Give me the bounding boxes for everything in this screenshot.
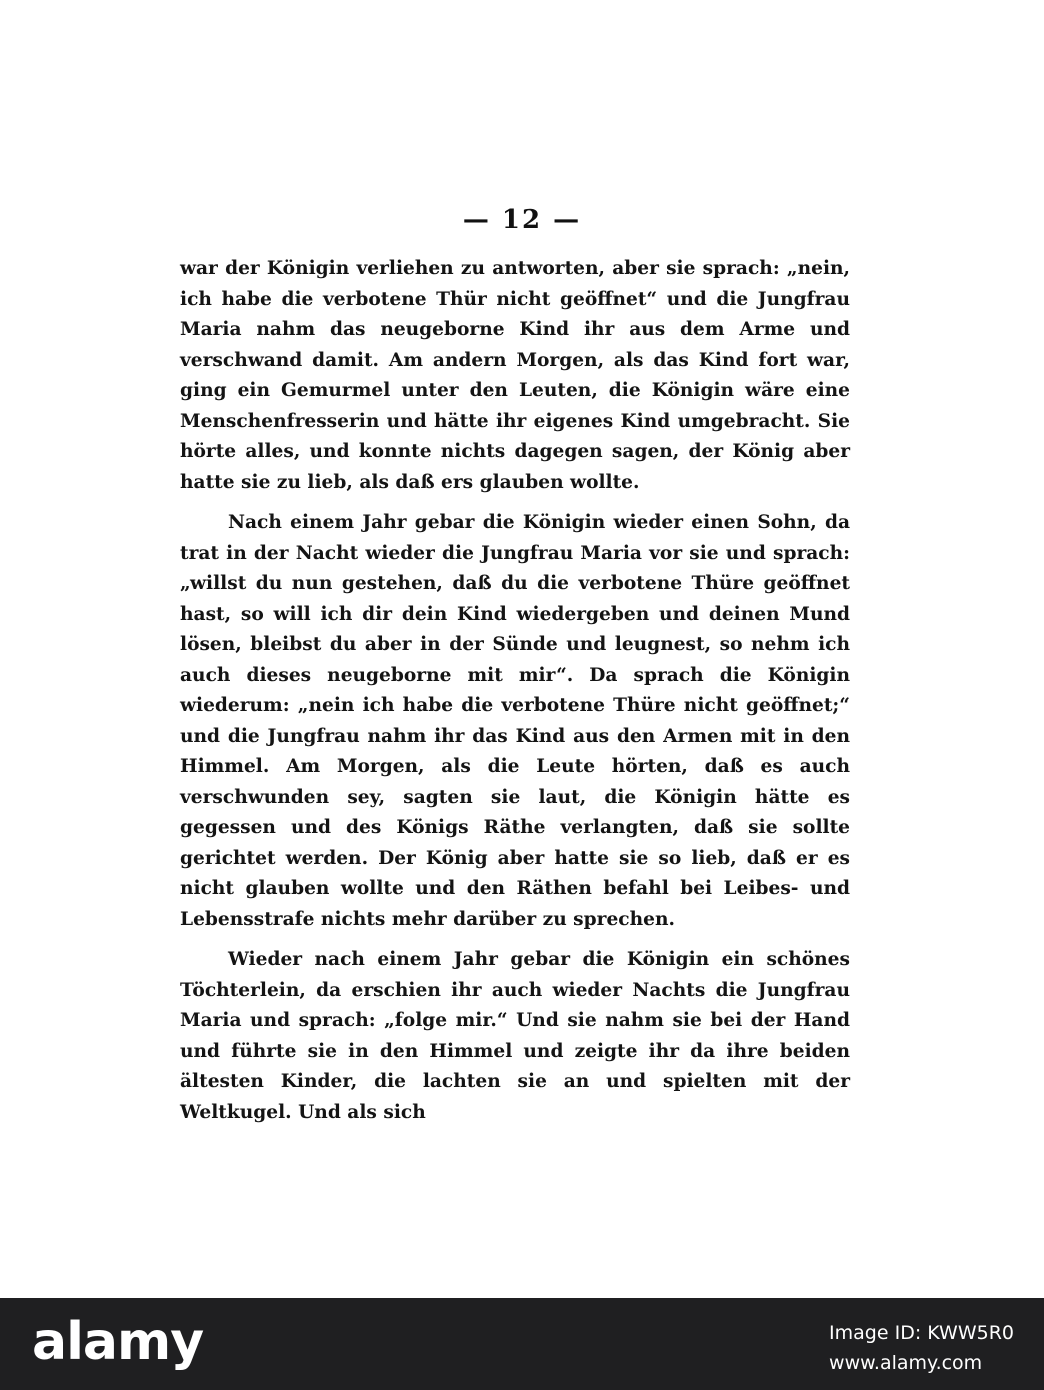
alamy-logo: alamy — [32, 1312, 204, 1372]
paragraph: war der Königin verliehen zu antworten, aber sie sprach: „nein, ich habe die verbotene Thür nicht geöffnet“ und die Jungfrau Maria nahm das neugeborne Kind ihr aus dem Arme und verschwand damit. Am andern Morgen, als das Kind fort war, ging ein Gemurmel unter den Leuten, die Königin wäre eine Menschenfresserin und hätte ihr eigenes Kind umgebracht. Sie hörte alles, und konnte nichts dagegen sagen, der König aber hatte sie zu lieb, als daß ers glauben wollte. — [180, 258, 850, 493]
page-number-header: — 12 — — [462, 205, 582, 235]
image-id-label: Image ID: KWW5R0 — [829, 1322, 1014, 1344]
image-meta — [829, 1318, 1014, 1378]
site-url: www.alamy.com — [829, 1352, 983, 1374]
paragraph: Nach einem Jahr gebar die Königin wieder einen Sohn, da trat in der Nacht wieder die Jungfrau Maria vor sie und sprach: „willst du nun gestehen, daß du die verbotene Thüre geöffnet hast, so will ich dir dein Kind wiedergeben und deinen Mund lösen, bleibst du aber in der Sünde und leugnest, so nehm ich auch dieses neugeborne mit mir“. Da sprach die Königin wiederum: „nein ich habe die verbotene Thüre nicht geöffnet;“ und die Jungfrau nahm ihr das Kind aus den Armen mit in den Himmel. Am Morgen, als die Leute hörten, daß es auch verschwunden sey, sagten sie laut, die Königin hätte es gegessen und des Königs Räthe verlangten, daß sie sollte gerichtet werden. Der König aber hatte sie so lieb, daß er es nicht glauben wollte und den Räthen befahl bei Leibes- und Lebensstrafe nichts mehr darüber zu sprechen. — [180, 512, 850, 930]
paragraph: Wieder nach einem Jahr gebar die Königin ein schönes Töchterlein, da erschien ihr auch wieder Nachts die Jungfrau Maria und sprach: „folge mir.“ Und sie nahm sie bei der Hand und führte sie in den Himmel und zeigte ihr da ihre beiden ältesten Kinder, die lachten sie an und spielten mit der Weltkugel. Und als sich — [180, 949, 850, 1123]
body-text — [180, 254, 850, 1138]
watermark-footer — [0, 1298, 1044, 1390]
